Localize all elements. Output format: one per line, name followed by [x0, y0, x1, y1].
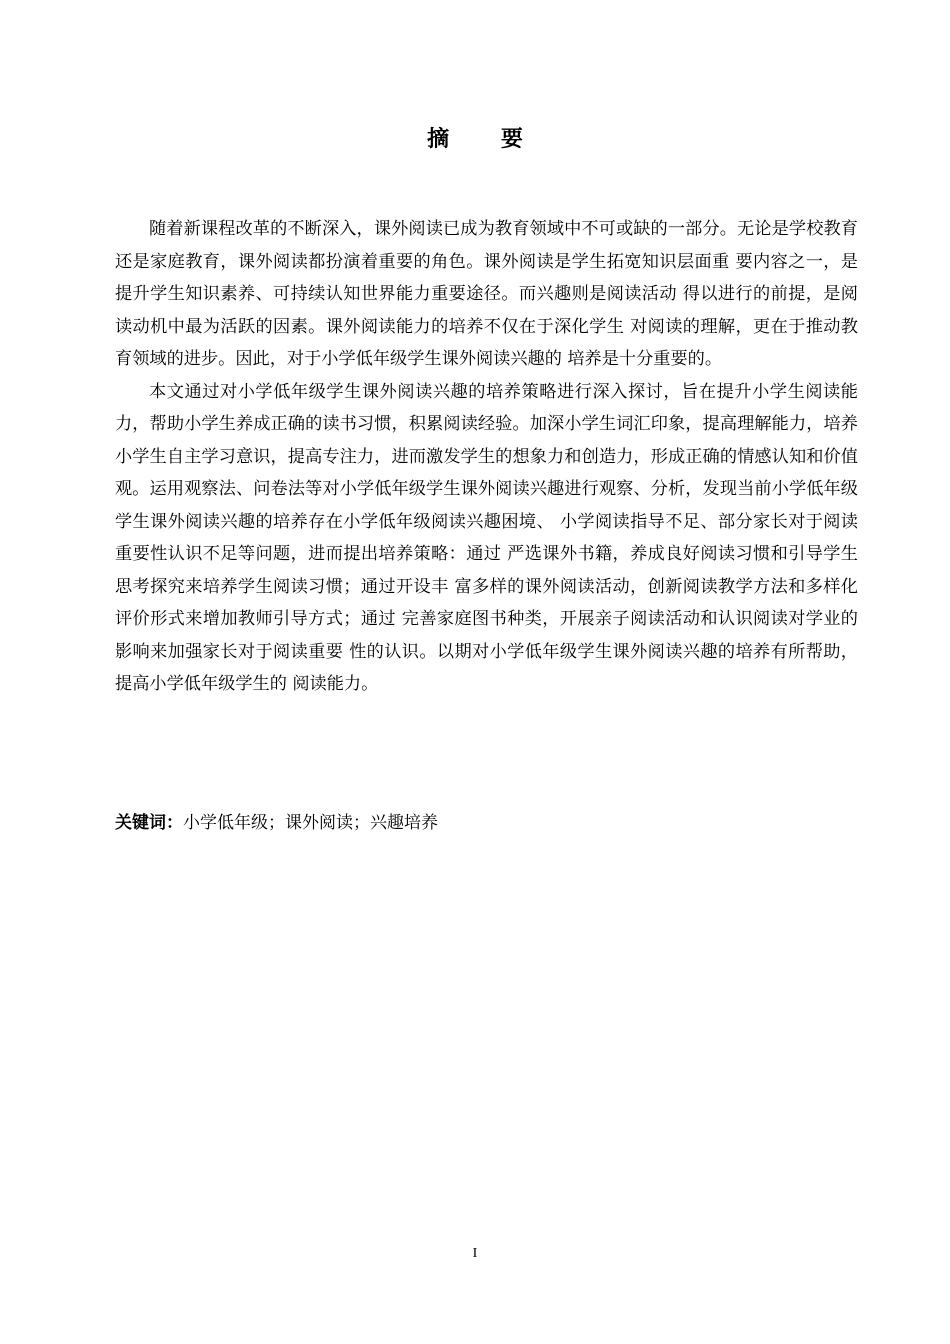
abstract-title: 摘 要 [427, 127, 545, 152]
abstract-paragraph-2: 本文通过对小学低年级学生课外阅读兴趣的培养策略进行深入探讨，旨在提升小学生阅读能力，帮助小学生养成正确的读书习惯，积累阅读经验。加深小学生词汇印象，提高理解能力，培养小学生自主学习意识，提高专注力，进而激发学生的想象力和创造力，形成正确的情感认知和价值观。运用观察法、问卷法等对小学低年级学生课外阅读兴趣进行观察、分析，发现当前小学低年级学生课外阅读兴趣的培养存在小学低年级阅读兴趣困境、 小学阅读指导不足、部分家长对于阅读重要性认识不足等问题，进而提出培养策略：通过 严选课外书籍，养成良好阅读习惯和引导学生思考探究来培养学生阅读习惯；通过开设丰 富多样的课外阅读活动，创新阅读教学方法和多样化评价形式来增加教师引导方式；通过 完善家庭图书种类，开展亲子阅读活动和认识阅读对学业的影响来加强家长对于阅读重要 性的认识。以期对小学低年级学生课外阅读兴趣的培养有所帮助，提高小学低年级学生的 阅读能力。 [115, 381, 858, 694]
keywords-line [115, 808, 858, 838]
keywords-label: 关键词： [115, 813, 183, 833]
page-number: I [472, 1246, 478, 1261]
keywords-value: 小学低年级；课外阅读；兴趣培养 [183, 813, 438, 833]
abstract-body [115, 213, 858, 701]
abstract-paragraph-1: 随着新课程改革的不断深入，课外阅读已成为教育领域中不可或缺的一部分。无论是学校教育还是家庭教育，课外阅读都扮演着重要的角色。课外阅读是学生拓宽知识层面重 要内容之一，是提升学生知识素养、可持续认知世界能力重要途径。而兴趣则是阅读活动 得以进行的前提，是阅读动机中最为活跃的因素。课外阅读能力的培养不仅在于深化学生 对阅读的理解，更在于推动教育领域的进步。因此，对于小学低年级学生课外阅读兴趣的 培养是十分重要的。 [115, 219, 858, 369]
